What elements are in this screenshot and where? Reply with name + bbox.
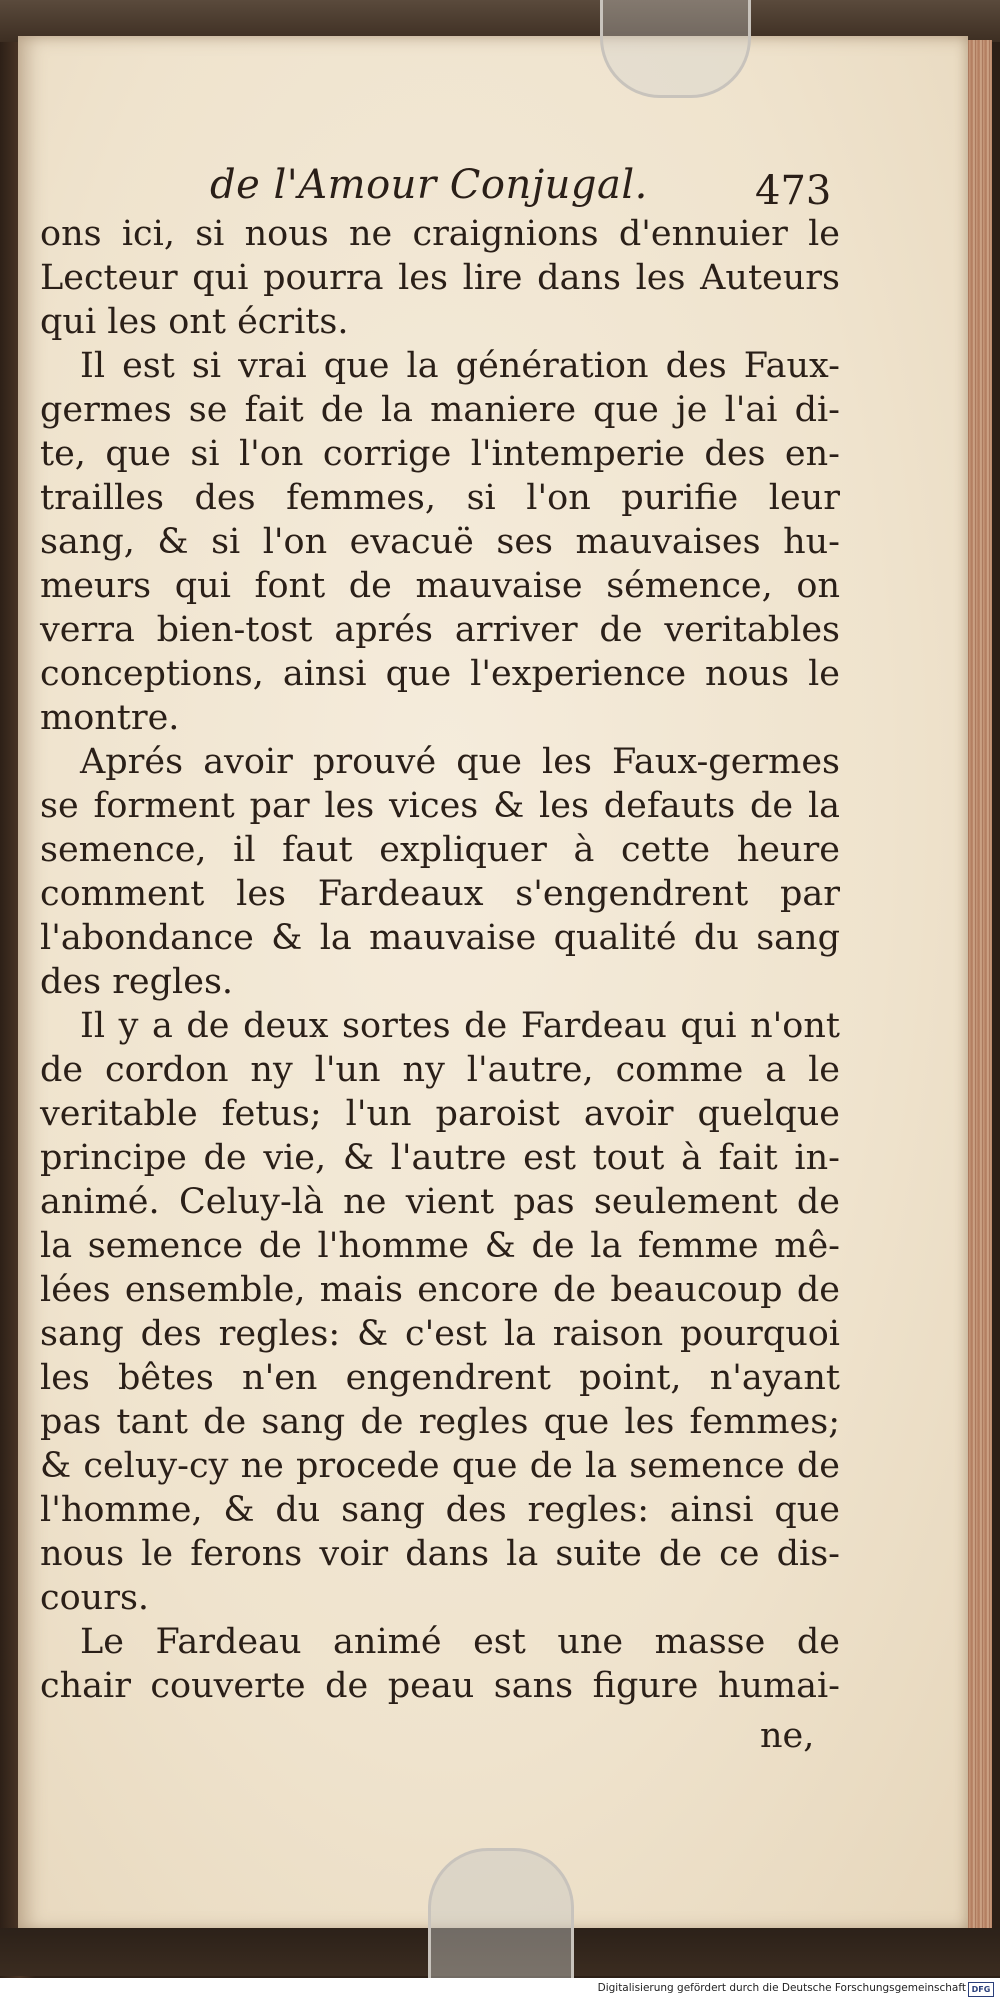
digitization-footer (0, 1978, 1000, 2001)
text-line: animé. Celuy-là ne vient pas seulement de (40, 1182, 840, 1222)
text-line: sang des regles: & c'est la raison pourquoi (40, 1314, 840, 1354)
text-line: germes se fait de la maniere que je l'ai di- (40, 390, 840, 430)
text-line: l'abondance & la mauvaise qualité du sang (40, 918, 840, 958)
page-clip-top (600, 0, 751, 98)
running-head: de l'Amour Conjugal. (210, 162, 648, 208)
text-line: sang, & si l'on evacuë ses mauvaises hu- (40, 522, 840, 562)
dfg-logo-icon: DFG (968, 1982, 994, 1997)
text-line: Lecteur qui pourra les lire dans les Auteurs (40, 258, 840, 298)
text-line: la semence de l'homme & de la femme mê- (40, 1226, 840, 1266)
text-line: veritable fetus; l'un paroist avoir quelque (40, 1094, 840, 1134)
catchword: ne, (760, 1716, 815, 1756)
text-line: Il y a de deux sortes de Fardeau qui n'ont (80, 1006, 840, 1046)
text-line: Il est si vrai que la génération des Faux- (80, 346, 840, 386)
body-text (40, 212, 840, 1708)
text-line: conceptions, ainsi que l'experience nous le (40, 654, 840, 694)
text-line: comment les Fardeaux s'engendrent par (40, 874, 840, 914)
text-line: pas tant de sang de regles que les femmes; (40, 1402, 840, 1442)
text-line: trailles des femmes, si l'on purifie leur (40, 478, 840, 518)
text-line: Le Fardeau animé est une masse de (80, 1622, 840, 1662)
text-line: se forment par les vices & les defauts de la (40, 786, 840, 826)
text-line: meurs qui font de mauvaise sémence, on (40, 566, 840, 606)
text-line: nous le ferons voir dans la suite de ce dis- (40, 1534, 840, 1574)
page-number: 473 (755, 168, 832, 214)
text-line: ons ici, si nous ne craignions d'ennuier le (40, 214, 840, 254)
text-line: l'homme, & du sang des regles: ainsi que (40, 1490, 840, 1530)
text-line: semence, il faut expliquer à cette heure (40, 830, 840, 870)
text-line: de cordon ny l'un ny l'autre, comme a le (40, 1050, 840, 1090)
text-line: des regles. (40, 962, 234, 1002)
text-line: verra bien-tost aprés arriver de veritables (40, 610, 840, 650)
text-line: lées ensemble, mais encore de beaucoup de (40, 1270, 840, 1310)
page-clip-bottom (428, 1848, 574, 1981)
text-line: qui les ont écrits. (40, 302, 349, 342)
text-line: montre. (40, 698, 180, 738)
text-line: & celuy-cy ne procede que de la semence de (40, 1446, 840, 1486)
text-line: principe de vie, & l'autre est tout à fait in- (40, 1138, 840, 1178)
text-line: Aprés avoir prouvé que les Faux-germes (80, 742, 840, 782)
footer-credit: Digitalisierung gefördert durch die Deutsche Forschungsgemeinschaft (597, 1982, 966, 1994)
text-line: cours. (40, 1578, 150, 1618)
text-line: chair couverte de peau sans figure humai- (40, 1666, 840, 1706)
text-line: te, que si l'on corrige l'intemperie des en- (40, 434, 840, 474)
text-line: les bêtes n'en engendrent point, n'ayant (40, 1358, 840, 1398)
